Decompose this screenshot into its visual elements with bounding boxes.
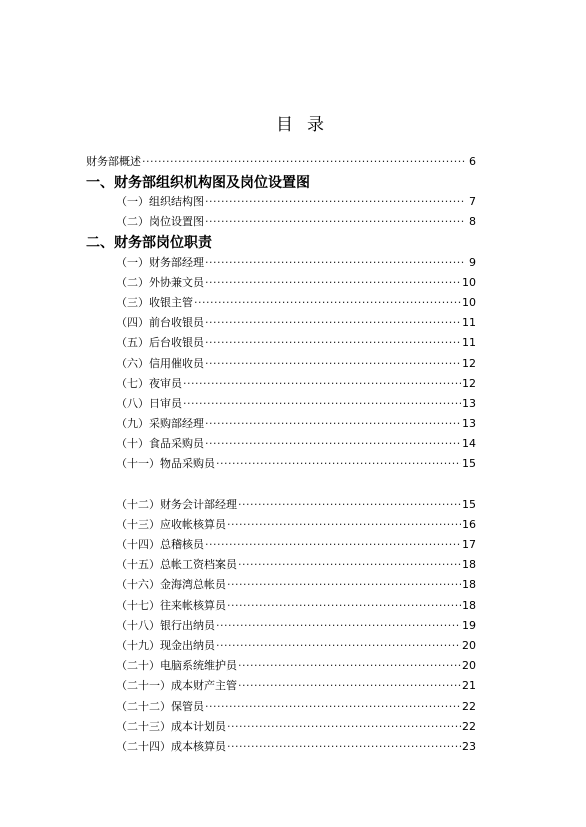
toc-entry[interactable] (116, 276, 476, 290)
toc-entry-label: 财务部概述 (86, 155, 141, 168)
toc-entry-page: 15 (462, 457, 476, 470)
toc-entry-label: （二十四）成本核算员 (116, 740, 226, 753)
toc-entry[interactable] (116, 558, 476, 572)
toc-entry-label: （二十一）成本财产主管 (116, 679, 237, 692)
toc-entry-label: （一）组织结构图 (116, 195, 204, 208)
toc-entry-page: 11 (462, 336, 476, 349)
toc-entry[interactable] (116, 215, 476, 229)
toc-entry[interactable] (116, 659, 476, 673)
dot-leader (205, 215, 465, 229)
toc-entry-page: 8 (469, 215, 476, 228)
toc-entry-page: 17 (462, 538, 476, 551)
section-heading-1[interactable]: 一、财务部组织机构图及岗位设置图 (86, 175, 310, 191)
toc-entry-label: （二）岗位设置图 (116, 215, 204, 228)
dot-leader (205, 316, 461, 330)
dot-leader (205, 276, 461, 290)
toc-entry-label: （五）后台收银员 (116, 336, 204, 349)
toc-entry[interactable] (116, 518, 476, 532)
toc-entry[interactable] (116, 538, 476, 552)
toc-entry[interactable] (116, 639, 476, 653)
toc-entry-label: （四）前台收银员 (116, 316, 204, 329)
toc-entry-page: 22 (462, 700, 476, 713)
dot-leader (205, 256, 465, 270)
toc-entry[interactable] (116, 700, 476, 714)
toc-entry-label: （十三）应收帐核算员 (116, 518, 226, 531)
dot-leader (183, 397, 461, 411)
toc-entry-page: 20 (462, 639, 476, 652)
toc-entry-page: 23 (462, 740, 476, 753)
toc-entry-page: 13 (462, 397, 476, 410)
toc-entry-page: 15 (462, 498, 476, 511)
page-title: 目录 (276, 115, 338, 135)
toc-entry-overview[interactable] (86, 155, 476, 169)
dot-leader (183, 377, 461, 391)
dot-leader (216, 619, 461, 633)
toc-entry-page: 18 (462, 558, 476, 571)
toc-entry-label: （十二）财务会计部经理 (116, 498, 237, 511)
toc-entry-page: 12 (462, 377, 476, 390)
toc-entry-page: 18 (462, 599, 476, 612)
toc-entry[interactable] (116, 417, 476, 431)
toc-entry-page: 10 (462, 296, 476, 309)
toc-entry[interactable] (116, 740, 476, 754)
toc-entry-page: 6 (469, 155, 476, 168)
dot-leader (194, 296, 461, 310)
dot-leader (238, 679, 461, 693)
toc-entry[interactable] (116, 336, 476, 350)
toc-entry-label: （三）收银主管 (116, 296, 193, 309)
toc-entry-page: 21 (462, 679, 476, 692)
dot-leader (205, 195, 465, 209)
toc-entry-page: 9 (469, 256, 476, 269)
dot-leader (227, 599, 461, 613)
dot-leader (227, 740, 461, 754)
toc-entry-label: （二十）电脑系统维护员 (116, 659, 237, 672)
toc-entry-label: （六）信用催收员 (116, 357, 204, 370)
section-heading-2[interactable]: 二、财务部岗位职责 (86, 235, 212, 251)
toc-entry-label: （十六）金海湾总帐员 (116, 578, 226, 591)
toc-entry[interactable] (116, 679, 476, 693)
dot-leader (205, 336, 461, 350)
toc-entry-label: （十）食品采购员 (116, 437, 204, 450)
toc-entry[interactable] (116, 296, 476, 310)
toc-entry[interactable] (116, 256, 476, 270)
toc-entry-page: 7 (469, 195, 476, 208)
dot-leader (205, 357, 461, 371)
toc-entry-label: （九）采购部经理 (116, 417, 204, 430)
toc-entry-page: 13 (462, 417, 476, 430)
toc-entry-page: 10 (462, 276, 476, 289)
toc-entry-page: 16 (462, 518, 476, 531)
toc-entry[interactable] (116, 377, 476, 391)
toc-entry-label: （十一）物品采购员 (116, 457, 215, 470)
dot-leader (227, 518, 461, 532)
toc-entry[interactable] (116, 619, 476, 633)
dot-leader (238, 498, 461, 512)
toc-entry-label: （二）外协兼文员 (116, 276, 204, 289)
toc-entry-page: 11 (462, 316, 476, 329)
toc-entry-page: 18 (462, 578, 476, 591)
toc-entry[interactable] (116, 578, 476, 592)
dot-leader (216, 457, 461, 471)
dot-leader (238, 558, 461, 572)
toc-entry-label: （八）日审员 (116, 397, 182, 410)
toc-entry[interactable] (116, 498, 476, 512)
toc-entry-label: （十四）总稽核员 (116, 538, 204, 551)
dot-leader (227, 720, 461, 734)
dot-leader (205, 417, 461, 431)
toc-entry-page: 12 (462, 357, 476, 370)
toc-entry[interactable] (116, 457, 476, 471)
toc-entry[interactable] (116, 195, 476, 209)
toc-entry-label: （七）夜审员 (116, 377, 182, 390)
toc-entry-label: （二十二）保管员 (116, 700, 204, 713)
dot-leader (216, 639, 461, 653)
toc-entry-page: 14 (462, 437, 476, 450)
toc-entry-label: （十五）总帐工资档案员 (116, 558, 237, 571)
dot-leader (227, 578, 461, 592)
toc-entry[interactable] (116, 357, 476, 371)
dot-leader (142, 155, 465, 169)
dot-leader (205, 437, 461, 451)
toc-entry-page: 20 (462, 659, 476, 672)
toc-entry[interactable] (116, 316, 476, 330)
dot-leader (238, 659, 461, 673)
toc-entry-page: 22 (462, 720, 476, 733)
toc-entry[interactable] (116, 397, 476, 411)
toc-entry-label: （十七）往来帐核算员 (116, 599, 226, 612)
toc-entry-page: 19 (462, 619, 476, 632)
toc-entry-label: （十八）银行出纳员 (116, 619, 215, 632)
toc-entry-label: （十九）现金出纳员 (116, 639, 215, 652)
toc-entry[interactable] (116, 720, 476, 734)
toc-entry[interactable] (116, 437, 476, 451)
toc-entry[interactable] (116, 599, 476, 613)
toc-entry-label: （一）财务部经理 (116, 256, 204, 269)
dot-leader (205, 538, 461, 552)
toc-entry-label: （二十三）成本计划员 (116, 720, 226, 733)
dot-leader (205, 700, 461, 714)
